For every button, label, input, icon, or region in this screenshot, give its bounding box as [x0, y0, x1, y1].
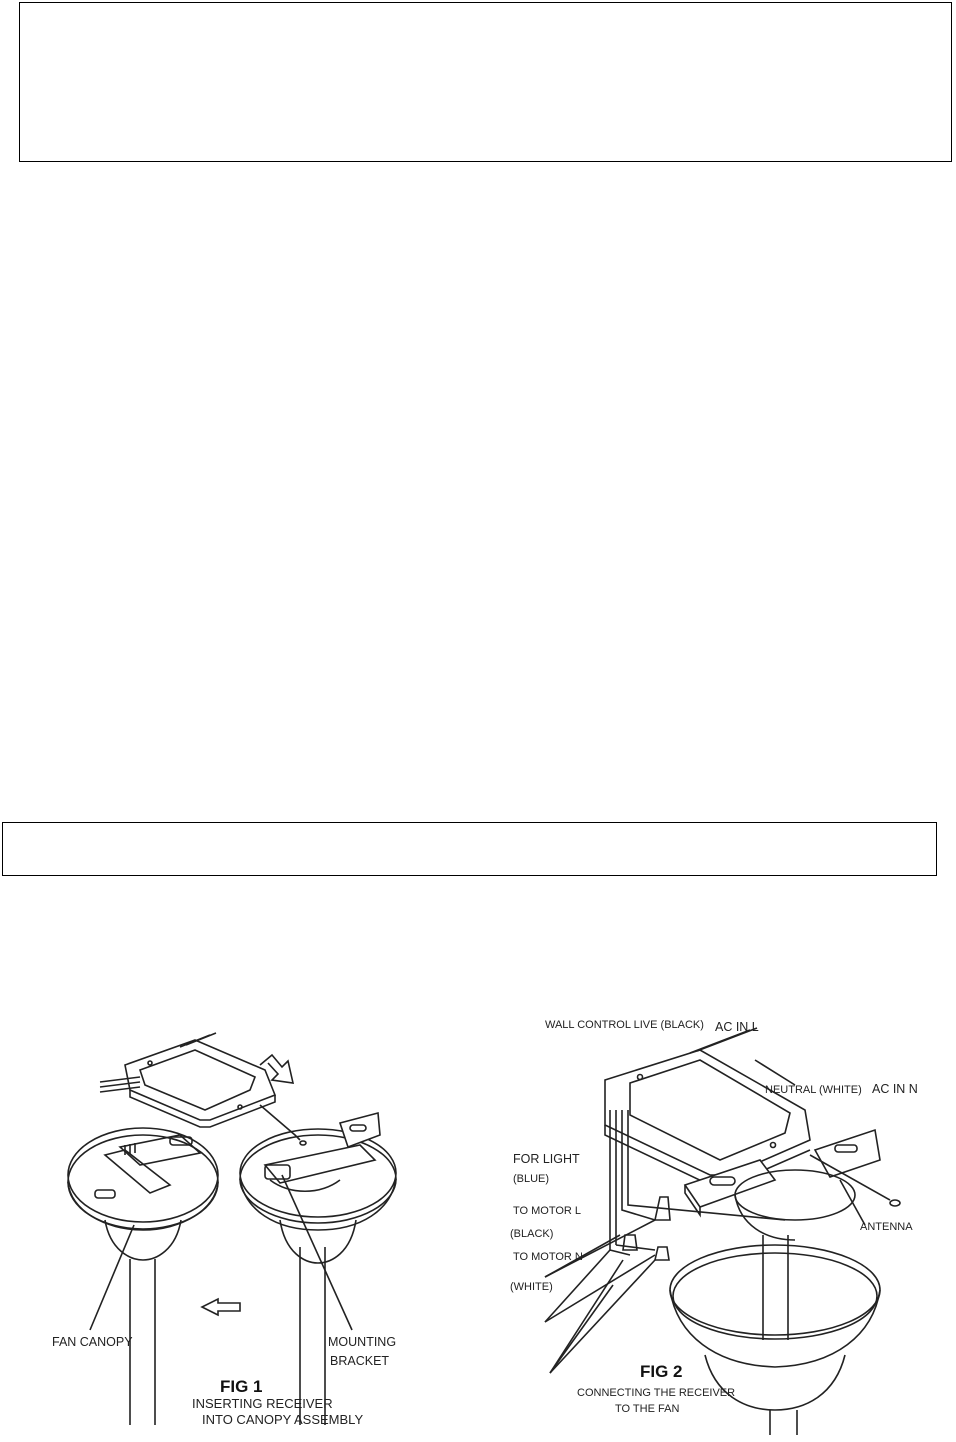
label-antenna: ANTENNA — [860, 1221, 913, 1233]
label-mounting: MOUNTING — [328, 1335, 397, 1349]
fig2-caption-line2: TO THE FAN — [615, 1403, 680, 1415]
fig1-caption-line2: INTO CANOPY ASSEMBLY — [202, 1412, 364, 1427]
wire-nut-motor-n — [655, 1247, 669, 1260]
figure-1-drawing — [50, 1025, 410, 1430]
receiver-unit-large — [605, 1028, 810, 1185]
label-white: (WHITE) — [510, 1281, 553, 1293]
label-motor-n: TO MOTOR N — [513, 1251, 583, 1263]
label-motor-l: TO MOTOR L — [513, 1205, 582, 1217]
antenna-tip — [890, 1200, 900, 1206]
label-blue: (BLUE) — [513, 1173, 550, 1185]
figure-1 — [50, 1025, 410, 1430]
label-black: (BLACK) — [510, 1228, 554, 1240]
figure-2 — [505, 1015, 925, 1435]
label-fan-canopy: FAN CANOPY — [52, 1335, 133, 1349]
label-ac-in-n: AC IN N — [872, 1082, 918, 1096]
label-for-light: FOR LIGHT — [513, 1152, 580, 1166]
fig1-caption-line1: INSERTING RECEIVER — [192, 1396, 333, 1411]
label-neutral: NEUTRAL (WHITE) — [765, 1084, 862, 1096]
label-ac-in-l: AC IN L — [715, 1020, 759, 1034]
right-canopy — [240, 1113, 396, 1425]
label-wall-control: WALL CONTROL LIVE (BLACK) — [545, 1019, 704, 1031]
figure-2-drawing — [505, 1015, 925, 1435]
fig2-caption-line1: CONNECTING THE RECEIVER — [577, 1387, 736, 1399]
middle-note-box — [2, 822, 937, 876]
left-canopy — [68, 1128, 218, 1425]
fig1-title: FIG 1 — [220, 1377, 263, 1396]
arrow-left — [202, 1299, 240, 1315]
label-bracket: BRACKET — [330, 1354, 390, 1368]
top-note-box — [19, 2, 952, 162]
fig2-title: FIG 2 — [640, 1362, 683, 1381]
